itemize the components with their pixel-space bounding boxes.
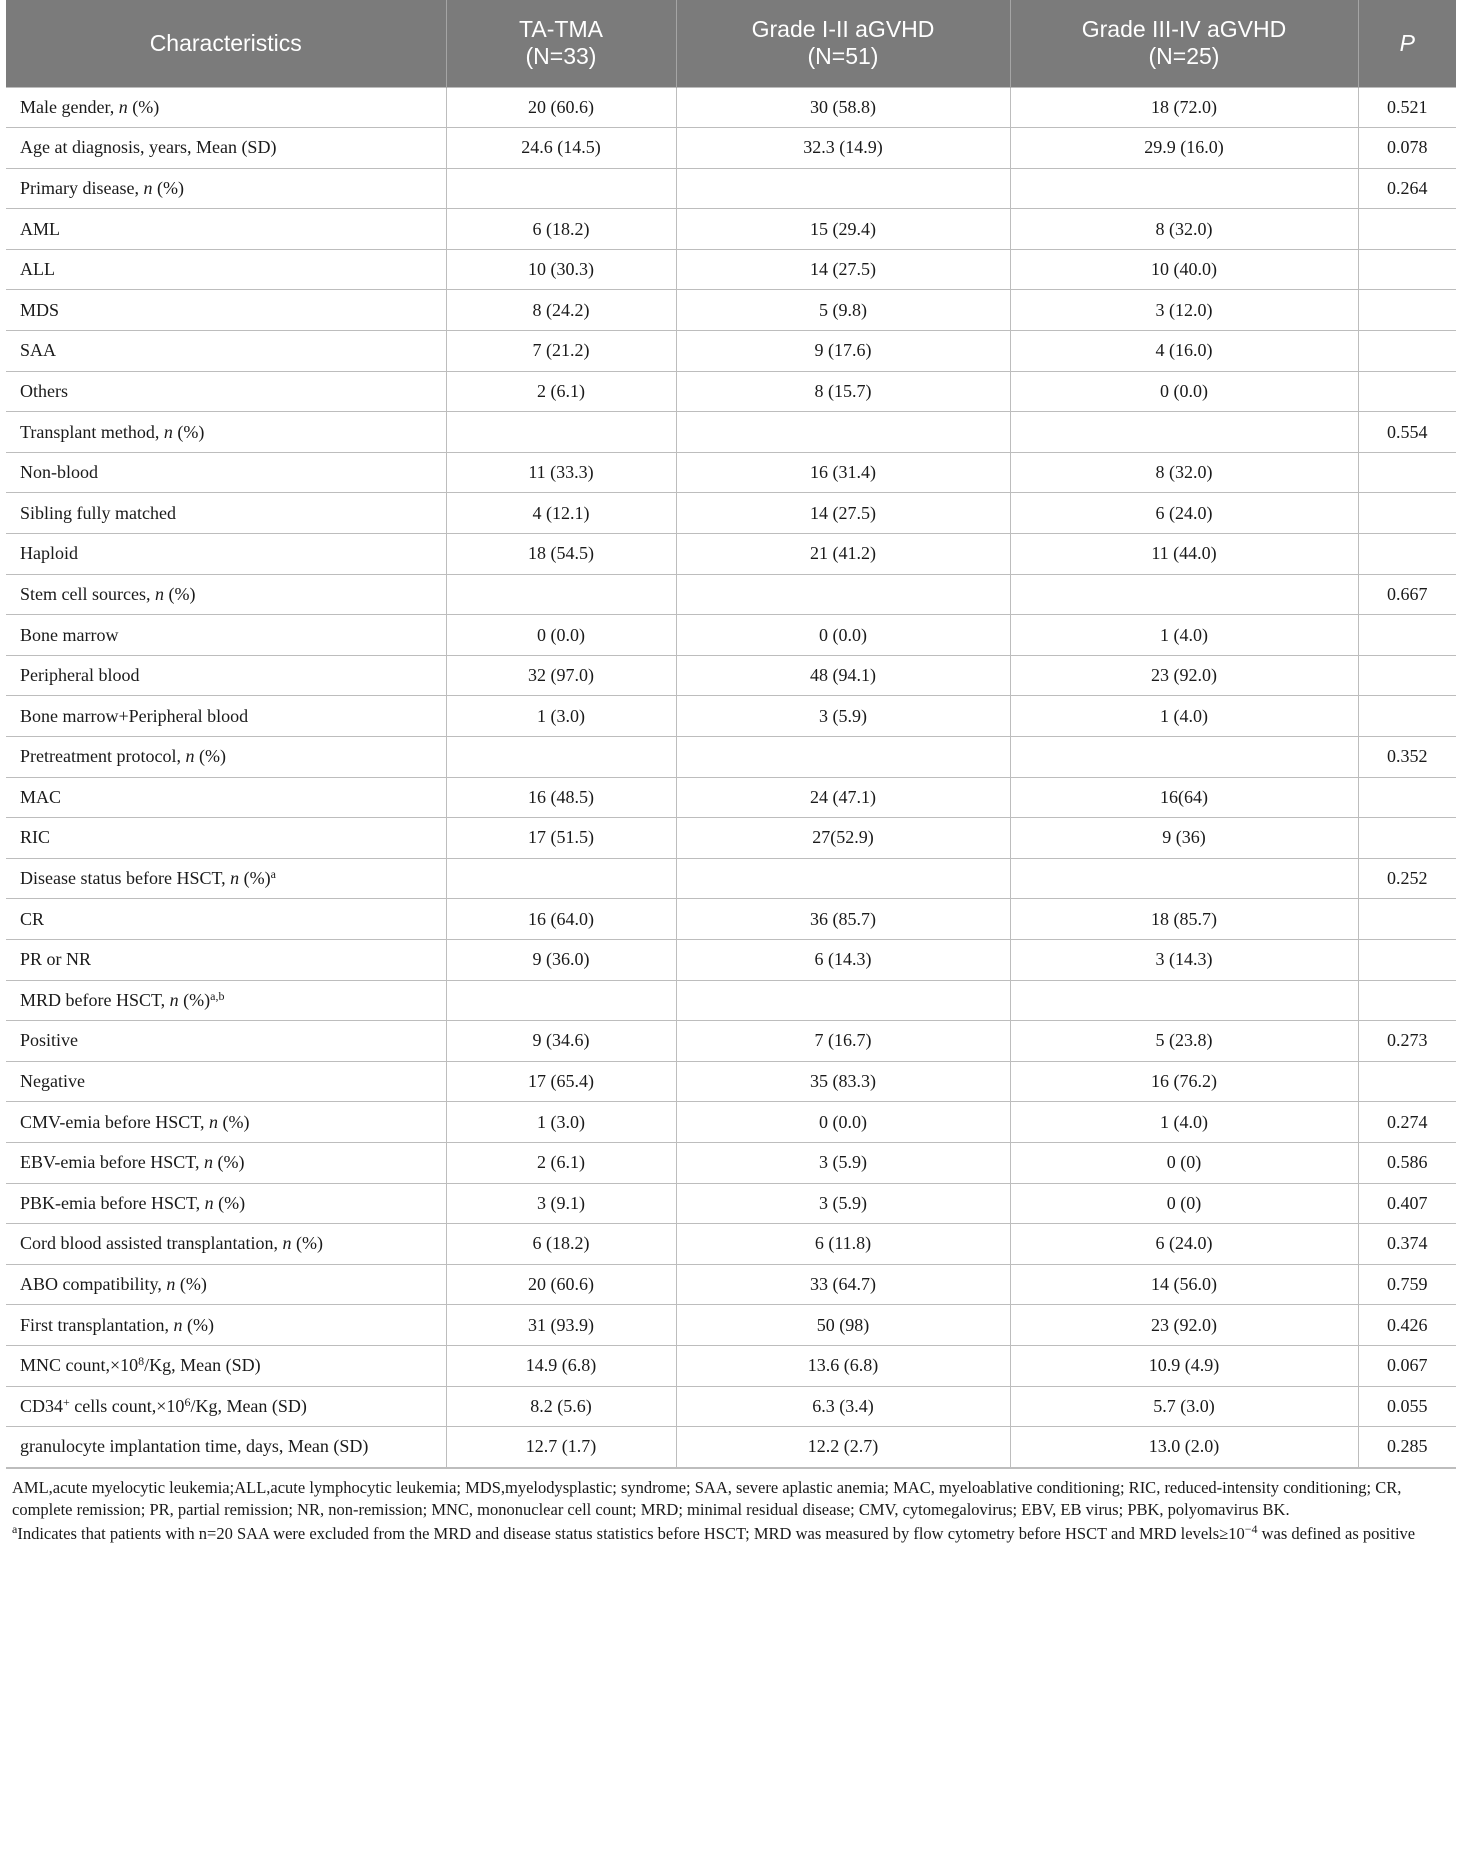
label-text-end: (%) (212, 1152, 245, 1173)
value-grade-iii-iv (1010, 574, 1358, 615)
row-label (6, 290, 446, 331)
value-grade-i-ii: 30 (58.8) (676, 87, 1010, 128)
row-label (6, 168, 446, 209)
table-row (6, 1142, 1456, 1183)
label-text-end: (%) (175, 1274, 207, 1295)
table-row (6, 1386, 1456, 1427)
value-grade-i-ii: 6 (14.3) (676, 939, 1010, 980)
value-grade-iii-iv (1010, 168, 1358, 209)
value-p: 0.285 (1358, 1427, 1456, 1468)
value-ta-tma (446, 574, 676, 615)
label-text-end: (%) (182, 1314, 214, 1335)
table-row (6, 737, 1456, 778)
table-row (6, 331, 1456, 372)
value-grade-i-ii: 50 (98) (676, 1305, 1010, 1346)
row-label (6, 737, 446, 778)
value-ta-tma: 8.2 (5.6) (446, 1386, 676, 1427)
value-grade-iii-iv: 0 (0) (1010, 1183, 1358, 1224)
row-label (6, 1061, 446, 1102)
value-ta-tma (446, 412, 676, 453)
value-grade-i-ii: 36 (85.7) (676, 899, 1010, 940)
value-grade-iii-iv: 1 (4.0) (1010, 615, 1358, 656)
label-text: MNC count,×10 (20, 1355, 139, 1376)
value-grade-iii-iv: 29.9 (16.0) (1010, 128, 1358, 169)
table-page (6, 0, 1456, 1547)
table-row (6, 1183, 1456, 1224)
value-grade-i-ii: 16 (31.4) (676, 452, 1010, 493)
table-header (6, 0, 1456, 87)
value-grade-i-ii: 3 (5.9) (676, 1183, 1010, 1224)
label-text: EBV-emia before HSCT, (20, 1152, 204, 1173)
footnote-exponent: −4 (1244, 1521, 1258, 1536)
value-ta-tma: 3 (9.1) (446, 1183, 676, 1224)
label-text: Bone marrow (20, 624, 119, 645)
value-ta-tma: 10 (30.3) (446, 249, 676, 290)
header-p-value: P (1358, 0, 1456, 87)
row-label (6, 1386, 446, 1427)
value-p (1358, 696, 1456, 737)
value-grade-i-ii: 13.6 (6.8) (676, 1345, 1010, 1386)
table-row (6, 493, 1456, 534)
value-ta-tma: 9 (34.6) (446, 1021, 676, 1062)
value-p (1358, 899, 1456, 940)
label-text: Peripheral blood (20, 665, 140, 686)
value-grade-i-ii (676, 412, 1010, 453)
label-text: Transplant method, (20, 421, 164, 442)
value-grade-iii-iv: 0 (0.0) (1010, 371, 1358, 412)
value-p (1358, 818, 1456, 859)
value-grade-i-ii: 21 (41.2) (676, 534, 1010, 575)
value-p: 0.352 (1358, 737, 1456, 778)
value-p: 0.252 (1358, 858, 1456, 899)
table-row (6, 1305, 1456, 1346)
value-ta-tma: 12.7 (1.7) (446, 1427, 676, 1468)
value-p: 0.273 (1358, 1021, 1456, 1062)
label-text-end: (%) (172, 421, 205, 442)
table-row (6, 412, 1456, 453)
value-ta-tma: 9 (36.0) (446, 939, 676, 980)
value-grade-iii-iv: 16 (76.2) (1010, 1061, 1358, 1102)
header-characteristics: Characteristics (6, 0, 446, 87)
table-row (6, 696, 1456, 737)
value-p (1358, 777, 1456, 818)
row-label (6, 1183, 446, 1224)
row-label (6, 412, 446, 453)
row-label (6, 87, 446, 128)
value-p (1358, 452, 1456, 493)
value-p: 0.554 (1358, 412, 1456, 453)
table-notes (6, 1468, 1456, 1545)
label-text: MDS (20, 299, 60, 320)
label-text: PR or NR (20, 949, 92, 970)
row-label (6, 939, 446, 980)
value-grade-iii-iv: 23 (92.0) (1010, 655, 1358, 696)
row-label (6, 1305, 446, 1346)
value-grade-iii-iv (1010, 980, 1358, 1021)
label-text: ALL (20, 259, 55, 280)
label-text: First transplantation, (20, 1314, 174, 1335)
label-text-end: (%) (194, 746, 226, 767)
value-p (1358, 655, 1456, 696)
row-label (6, 452, 446, 493)
label-text-end: (%) (163, 583, 196, 604)
value-ta-tma (446, 168, 676, 209)
row-label (6, 249, 446, 290)
value-p: 0.667 (1358, 574, 1456, 615)
value-grade-i-ii: 9 (17.6) (676, 331, 1010, 372)
label-text: Negative (20, 1071, 85, 1092)
label-italic: n (185, 746, 195, 767)
row-label (6, 1264, 446, 1305)
label-text: MRD before HSCT, (20, 989, 170, 1010)
abbreviations-note: AML,acute myelocytic leukemia;ALL,acute lymphocytic leukemia; MDS,myelodysplastic; syndrome; SAA, severe aplastic anemia; MAC, myeloablative conditioning; RIC, reduced-intensity conditioning; CR, complete remission; PR, partial remission; NR, non-remission; MNC, mononuclear cell count; MRD; minimal residual disease; CMV, cytomegalovirus; EBV, EB virus; PBK, polyomavirus BK. (12, 1477, 1402, 1519)
value-grade-iii-iv: 0 (0) (1010, 1142, 1358, 1183)
label-italic: n (203, 1152, 213, 1173)
value-ta-tma: 17 (51.5) (446, 818, 676, 859)
row-label (6, 331, 446, 372)
label-text: Age at diagnosis, years, Mean (SD) (20, 137, 277, 158)
value-ta-tma: 7 (21.2) (446, 331, 676, 372)
value-grade-iii-iv: 16(64) (1010, 777, 1358, 818)
value-ta-tma: 11 (33.3) (446, 452, 676, 493)
header-grade-iii-iv: Grade III-IV aGVHD (N=25) (1010, 0, 1358, 87)
value-grade-i-ii: 0 (0.0) (676, 615, 1010, 656)
value-p (1358, 615, 1456, 656)
value-grade-iii-iv (1010, 858, 1358, 899)
row-label (6, 615, 446, 656)
table-row (6, 128, 1456, 169)
value-p: 0.274 (1358, 1102, 1456, 1143)
table-row (6, 980, 1456, 1021)
value-grade-iii-iv: 3 (14.3) (1010, 939, 1358, 980)
value-ta-tma: 2 (6.1) (446, 371, 676, 412)
value-ta-tma: 20 (60.6) (446, 87, 676, 128)
table-row (6, 1061, 1456, 1102)
row-label (6, 1345, 446, 1386)
value-grade-i-ii: 35 (83.3) (676, 1061, 1010, 1102)
value-ta-tma: 16 (48.5) (446, 777, 676, 818)
value-p (1358, 290, 1456, 331)
label-text-tail: /Kg, Mean (SD) (190, 1395, 307, 1416)
label-italic: n (169, 989, 179, 1010)
value-grade-i-ii: 3 (5.9) (676, 1142, 1010, 1183)
value-p (1358, 939, 1456, 980)
value-ta-tma: 18 (54.5) (446, 534, 676, 575)
row-label (6, 777, 446, 818)
value-grade-i-ii: 5 (9.8) (676, 290, 1010, 331)
label-superscript: 6 (184, 1394, 191, 1409)
value-grade-i-ii: 27(52.9) (676, 818, 1010, 859)
label-text-end: (%) (127, 96, 160, 117)
label-text: Non-blood (20, 462, 98, 483)
label-superscript: + (63, 1394, 70, 1409)
table-row (6, 818, 1456, 859)
value-grade-iii-iv: 10 (40.0) (1010, 249, 1358, 290)
row-label (6, 1102, 446, 1143)
value-ta-tma: 1 (3.0) (446, 696, 676, 737)
value-grade-iii-iv (1010, 737, 1358, 778)
table-row (6, 1345, 1456, 1386)
value-p: 0.374 (1358, 1224, 1456, 1265)
value-grade-i-ii: 12.2 (2.7) (676, 1427, 1010, 1468)
value-grade-iii-iv: 4 (16.0) (1010, 331, 1358, 372)
label-text-end: (%) (217, 1111, 250, 1132)
value-ta-tma: 32 (97.0) (446, 655, 676, 696)
table-row (6, 1102, 1456, 1143)
header-ta-tma: TA-TMA (N=33) (446, 0, 676, 87)
value-grade-i-ii: 14 (27.5) (676, 493, 1010, 534)
label-text: SAA (20, 340, 57, 361)
header-grade-i-ii: Grade I-II aGVHD (N=51) (676, 0, 1010, 87)
row-label (6, 1427, 446, 1468)
value-grade-i-ii: 33 (64.7) (676, 1264, 1010, 1305)
value-grade-iii-iv: 6 (24.0) (1010, 493, 1358, 534)
row-label (6, 818, 446, 859)
value-grade-iii-iv: 10.9 (4.9) (1010, 1345, 1358, 1386)
table-row (6, 858, 1456, 899)
table-row (6, 777, 1456, 818)
value-ta-tma: 20 (60.6) (446, 1264, 676, 1305)
label-text: RIC (20, 827, 51, 848)
value-ta-tma: 1 (3.0) (446, 1102, 676, 1143)
value-p: 0.407 (1358, 1183, 1456, 1224)
characteristics-table (6, 0, 1456, 1468)
label-italic: n (118, 96, 128, 117)
table-row (6, 1224, 1456, 1265)
table-row (6, 1427, 1456, 1468)
row-label (6, 858, 446, 899)
value-p (1358, 371, 1456, 412)
label-text: Disease status before HSCT, (20, 868, 231, 889)
row-label (6, 1142, 446, 1183)
table-row (6, 1021, 1456, 1062)
value-grade-iii-iv (1010, 412, 1358, 453)
value-p: 0.078 (1358, 128, 1456, 169)
value-grade-iii-iv: 8 (32.0) (1010, 452, 1358, 493)
value-grade-i-ii: 6.3 (3.4) (676, 1386, 1010, 1427)
value-grade-i-ii: 48 (94.1) (676, 655, 1010, 696)
label-text: CD34 (20, 1395, 64, 1416)
value-grade-iii-iv: 3 (12.0) (1010, 290, 1358, 331)
label-superscript: a (270, 867, 276, 882)
value-ta-tma: 17 (65.4) (446, 1061, 676, 1102)
value-ta-tma (446, 858, 676, 899)
label-italic: n (166, 1274, 176, 1295)
value-p (1358, 534, 1456, 575)
value-ta-tma: 16 (64.0) (446, 899, 676, 940)
table-row (6, 574, 1456, 615)
table-row (6, 371, 1456, 412)
row-label (6, 209, 446, 250)
table-row (6, 209, 1456, 250)
row-label (6, 899, 446, 940)
value-grade-i-ii (676, 168, 1010, 209)
label-text-end: (%) (291, 1233, 323, 1254)
value-p: 0.759 (1358, 1264, 1456, 1305)
row-label (6, 1224, 446, 1265)
value-ta-tma: 2 (6.1) (446, 1142, 676, 1183)
label-italic: n (173, 1314, 183, 1335)
table-row (6, 615, 1456, 656)
value-p (1358, 493, 1456, 534)
footnote-text: Indicates that patients with n=20 SAA were excluded from the MRD and disease status statistics before HSCT; MRD was measured by flow cytometry before HSCT and MRD levels≥10 (17, 1523, 1245, 1543)
value-ta-tma (446, 737, 676, 778)
row-label (6, 696, 446, 737)
row-label (6, 574, 446, 615)
value-grade-iii-iv: 5.7 (3.0) (1010, 1386, 1358, 1427)
value-ta-tma (446, 980, 676, 1021)
label-text: CR (20, 908, 45, 929)
label-text: Bone marrow+Peripheral blood (20, 705, 249, 726)
value-ta-tma: 6 (18.2) (446, 209, 676, 250)
table-row (6, 655, 1456, 696)
value-grade-i-ii (676, 574, 1010, 615)
table-row (6, 452, 1456, 493)
value-grade-i-ii: 6 (11.8) (676, 1224, 1010, 1265)
table-row (6, 1264, 1456, 1305)
label-text: PBK-emia before HSCT, (20, 1192, 205, 1213)
value-grade-iii-iv: 6 (24.0) (1010, 1224, 1358, 1265)
label-italic: n (143, 177, 153, 198)
label-italic: n (282, 1233, 292, 1254)
value-p (1358, 249, 1456, 290)
value-grade-i-ii (676, 858, 1010, 899)
table-row (6, 87, 1456, 128)
label-italic: n (154, 583, 164, 604)
label-text: Sibling fully matched (20, 502, 176, 523)
value-grade-iii-iv: 9 (36) (1010, 818, 1358, 859)
footnote-mark: a (12, 1521, 18, 1536)
value-grade-i-ii (676, 737, 1010, 778)
value-grade-i-ii: 14 (27.5) (676, 249, 1010, 290)
label-text: CMV-emia before HSCT, (20, 1111, 209, 1132)
table-body (6, 87, 1456, 1467)
label-text-end: (%) (239, 868, 271, 889)
label-italic: n (163, 421, 173, 442)
label-text: granulocyte implantation time, days, Mean (SD) (20, 1436, 369, 1457)
label-text: Stem cell sources, (20, 583, 155, 604)
row-label (6, 1021, 446, 1062)
value-grade-iii-iv: 14 (56.0) (1010, 1264, 1358, 1305)
footnote-a (12, 1523, 1450, 1545)
value-p: 0.067 (1358, 1345, 1456, 1386)
label-text: Positive (20, 1030, 79, 1051)
label-text-end: (%) (152, 177, 184, 198)
value-grade-iii-iv: 13.0 (2.0) (1010, 1427, 1358, 1468)
value-ta-tma: 14.9 (6.8) (446, 1345, 676, 1386)
label-text-end: (%) (178, 989, 211, 1010)
value-grade-iii-iv: 18 (85.7) (1010, 899, 1358, 940)
label-superscript: 8 (138, 1354, 145, 1369)
label-text-tail: cells count,×10 (69, 1395, 185, 1416)
label-text-tail: /Kg, Mean (SD) (144, 1355, 261, 1376)
label-text: Haploid (20, 543, 78, 564)
value-grade-iii-iv: 18 (72.0) (1010, 87, 1358, 128)
value-grade-iii-iv: 5 (23.8) (1010, 1021, 1358, 1062)
value-p (1358, 331, 1456, 372)
table-row (6, 290, 1456, 331)
row-label (6, 493, 446, 534)
label-text: ABO compatibility, (20, 1274, 167, 1295)
value-grade-iii-iv: 11 (44.0) (1010, 534, 1358, 575)
label-superscript: a,b (210, 988, 225, 1003)
label-text: Primary disease, (20, 177, 144, 198)
value-p (1358, 209, 1456, 250)
value-p: 0.055 (1358, 1386, 1456, 1427)
footnote-text-end: was defined as positive (1257, 1523, 1416, 1543)
value-ta-tma: 6 (18.2) (446, 1224, 676, 1265)
table-row (6, 939, 1456, 980)
table-row (6, 534, 1456, 575)
value-p: 0.521 (1358, 87, 1456, 128)
label-text: MAC (20, 786, 62, 807)
label-text: Male gender, (20, 96, 119, 117)
value-grade-i-ii: 3 (5.9) (676, 696, 1010, 737)
value-grade-iii-iv: 8 (32.0) (1010, 209, 1358, 250)
label-italic: n (208, 1111, 218, 1132)
value-ta-tma: 4 (12.1) (446, 493, 676, 534)
value-p (1358, 1061, 1456, 1102)
label-text: Others (20, 380, 68, 401)
label-text: AML (20, 218, 60, 239)
value-p: 0.586 (1358, 1142, 1456, 1183)
value-ta-tma: 8 (24.2) (446, 290, 676, 331)
value-grade-i-ii (676, 980, 1010, 1021)
value-ta-tma: 31 (93.9) (446, 1305, 676, 1346)
value-p (1358, 980, 1456, 1021)
value-grade-i-ii: 7 (16.7) (676, 1021, 1010, 1062)
value-grade-iii-iv: 1 (4.0) (1010, 696, 1358, 737)
label-italic: n (204, 1192, 214, 1213)
value-grade-i-ii: 8 (15.7) (676, 371, 1010, 412)
value-p: 0.426 (1358, 1305, 1456, 1346)
value-p: 0.264 (1358, 168, 1456, 209)
label-text: Cord blood assisted transplantation, (20, 1233, 283, 1254)
value-grade-i-ii: 15 (29.4) (676, 209, 1010, 250)
label-text: Pretreatment protocol, (20, 746, 186, 767)
value-ta-tma: 24.6 (14.5) (446, 128, 676, 169)
table-row (6, 249, 1456, 290)
value-grade-i-ii: 0 (0.0) (676, 1102, 1010, 1143)
value-grade-iii-iv: 1 (4.0) (1010, 1102, 1358, 1143)
row-label (6, 371, 446, 412)
row-label (6, 980, 446, 1021)
value-grade-iii-iv: 23 (92.0) (1010, 1305, 1358, 1346)
value-grade-i-ii: 32.3 (14.9) (676, 128, 1010, 169)
value-ta-tma: 0 (0.0) (446, 615, 676, 656)
row-label (6, 655, 446, 696)
table-row (6, 168, 1456, 209)
table-row (6, 899, 1456, 940)
value-grade-i-ii: 24 (47.1) (676, 777, 1010, 818)
row-label (6, 128, 446, 169)
label-text-end: (%) (213, 1192, 246, 1213)
label-italic: n (230, 868, 240, 889)
row-label (6, 534, 446, 575)
